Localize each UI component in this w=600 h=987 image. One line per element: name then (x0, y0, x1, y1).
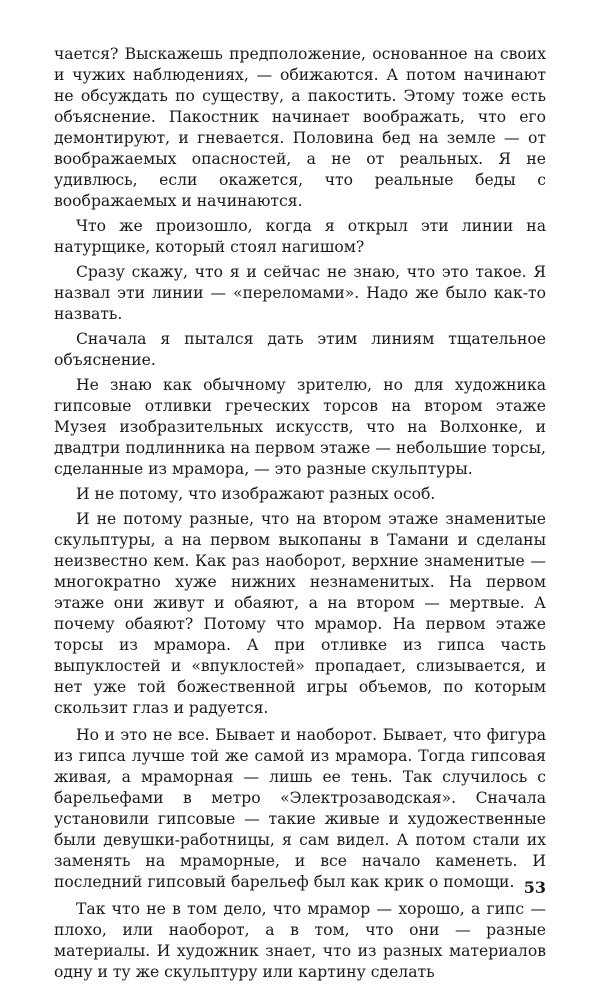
paragraph: чается? Выскажешь предположение, основанное на своих и чужих наблюдениях, — обижаются. А потом начинают не обсуждать по существу, а пакостить. Этому тоже есть объяснение. Пакостник начинает воображать, что его демонтируют, и гневается. Половина бед на земле — от воображаемых опасностей, а не от реальных. Я не удивлюсь, если окажется, что реальные беды с воображаемых и начинаются. (54, 45, 546, 210)
paragraph: И не потому разные, что на втором этаже знаменитые скульптуры, а на первом выкопаны в Тамани и сделаны неизвестно кем. Как раз наоборот, верхние знаменитые — многократно хуже нижних незнаменитых. На первом этаже они живут и обаяют, а на втором — мертвые. А почему обаяют? Потому что мрамор. На первом этаже торсы из мрамора. А при отливке из гипса часть выпуклостей и «впуклостей» пропадает, слизывается, и нет уже той божественной игры объемов, по которым скользит глаз и радуется. (54, 510, 546, 717)
page-number: 53 (523, 878, 546, 897)
paragraph: Не знаю как обычному зрителю, но для художника гипсовые отливки греческих торсов на втором этаже Музея изобразительных искусств, что на Волхонке, и двадтри подлинника на первом этаже — небольшие торсы, сделанные из мрамора, — это разные скульптуры. (54, 376, 546, 478)
paragraph: Что же произошло, когда я открыл эти линии на натурщике, который стоял нагишом? (54, 217, 546, 256)
paragraph: Сначала я пытался дать этим линиям тщательное объяснение. (54, 330, 546, 369)
paragraph: И не потому, что изображают разных особ. (76, 485, 436, 503)
paragraph: Но и это не все. Бывает и наоборот. Бывает, что фигура из гипса лучше той же самой из мрамора. Тогда гипсовая живая, а мраморная — лишь ее тень. Так случилось с барельефами в метро «Электрозаводская». Сначала установили гипсовые — такие живые и художественные были девушки-работницы, я сам видел. А потом стали их заменять на мраморные, и все начало каменеть. И последний гипсовый барельеф был как крик о помощи. (54, 726, 546, 891)
paragraph: Так что не в том дело, что мрамор — хорошо, а гипс — плохо, или наоборот, а в том, что они — разные материалы. И художник знает, что из разных материалов одну и ту же скульптуру или картину сделать (54, 900, 546, 981)
paragraph: Сразу скажу, что я и сейчас не знаю, что это такое. Я назвал эти линии — «переломами». Надо же было как-то назвать. (54, 263, 546, 323)
book-page (54, 44, 546, 987)
